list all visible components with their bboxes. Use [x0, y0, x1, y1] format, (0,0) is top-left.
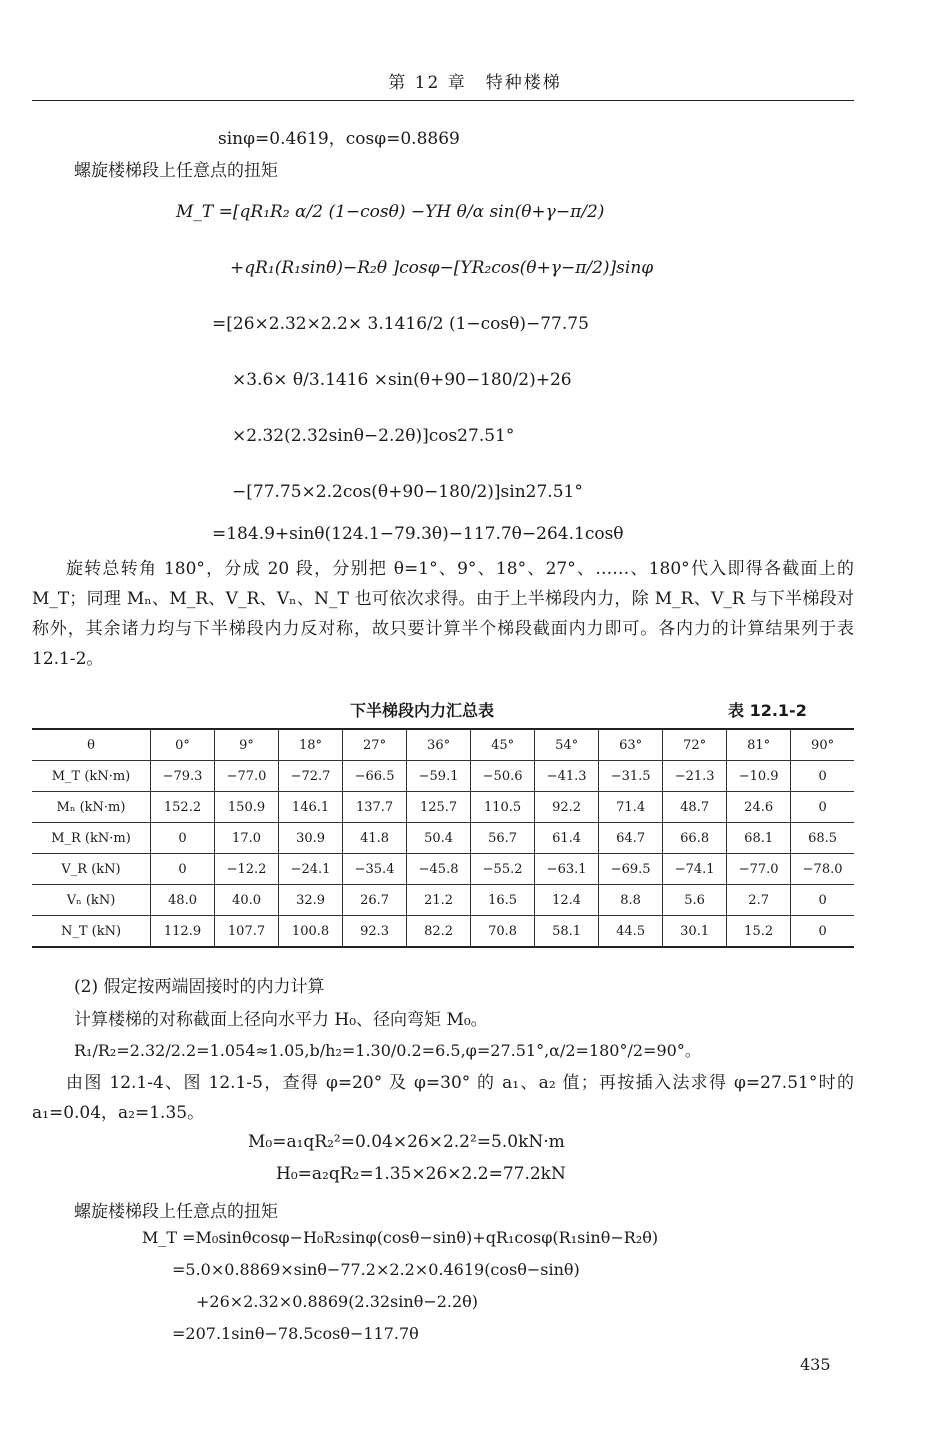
- table-cell: 32.9: [279, 885, 343, 916]
- formula-line: H₀=a₂qR₂=1.35×26×2.2=77.2kN: [276, 1164, 566, 1184]
- row-label: M_T (kN·m): [32, 761, 151, 792]
- table-cell: 26.7: [343, 885, 407, 916]
- formula-line: ×3.6× θ/3.1416 ×sin(θ+90−180/2)+26: [232, 370, 572, 390]
- header-cell: 0°: [151, 729, 215, 761]
- table-cell: 15.2: [727, 916, 791, 948]
- header-cell: 63°: [599, 729, 663, 761]
- table-cell: 58.1: [535, 916, 599, 948]
- header-cell: 54°: [535, 729, 599, 761]
- paragraph-text: 由图 12.1-4、图 12.1-5，查得 φ=20° 及 φ=30° 的 a₁、a₂ 值；再按插入法求得 φ=27.51°时的 a₁=0.04，a₂=1.35。: [32, 1073, 854, 1123]
- table-row: [32, 761, 854, 792]
- table-cell: 0: [791, 885, 854, 916]
- running-header: 第 12 章 特种楼梯: [388, 73, 562, 93]
- table-cell: 8.8: [599, 885, 663, 916]
- table-cell: −78.0: [791, 854, 854, 885]
- page-number: 435: [800, 1355, 831, 1374]
- table-cell: 41.8: [343, 823, 407, 854]
- row-label: Mₙ (kN·m): [32, 792, 151, 823]
- paragraph: [32, 1068, 854, 1128]
- formula-line: M_T =M₀sinθcosφ−H₀R₂sinφ(cosθ−sinθ)+qR₁cosφ(R₁sinθ−R₂θ): [142, 1228, 659, 1247]
- table-cell: −66.5: [343, 761, 407, 792]
- formula-caption: 螺旋楼梯段上任意点的扭矩: [74, 161, 278, 181]
- table-cell: 40.0: [215, 885, 279, 916]
- table-cell: 0: [791, 761, 854, 792]
- table-cell: 68.5: [791, 823, 854, 854]
- formula-line: −[77.75×2.2cos(θ+90−180/2)]sin27.51°: [232, 482, 583, 502]
- table-cell: 112.9: [151, 916, 215, 948]
- table-cell: 0: [151, 854, 215, 885]
- header-cell: 81°: [727, 729, 791, 761]
- table-cell: 50.4: [407, 823, 471, 854]
- table-cell: 92.2: [535, 792, 599, 823]
- table-cell: −41.3: [535, 761, 599, 792]
- table-cell: −45.8: [407, 854, 471, 885]
- header-rule: [32, 100, 854, 101]
- table-cell: −10.9: [727, 761, 791, 792]
- paragraph-text: 旋转总转角 180°，分成 20 段，分别把 θ=1°、9°、18°、27°、……、180°代入即得各截面上的 M_T；同理 Mₙ、M_R、V_R、Vₙ、N_T 也可依次求得。由于上半梯段内力，除 M_R、V_R 与下半梯段对称外，其余诸力均与下半梯段内力反对称，故只要计算半个梯段截面内力即可。各内力的计算结果列于表 12.1-2。: [32, 559, 854, 669]
- table-cell: 48.0: [151, 885, 215, 916]
- table-cell: −12.2: [215, 854, 279, 885]
- formula-line: =5.0×0.8869×sinθ−77.2×2.2×0.4619(cosθ−sinθ): [172, 1260, 580, 1279]
- table-cell: 30.9: [279, 823, 343, 854]
- table-cell: 137.7: [343, 792, 407, 823]
- table-cell: 82.2: [407, 916, 471, 948]
- section-heading: (2) 假定按两端固接时的内力计算: [74, 977, 325, 997]
- table-cell: −69.5: [599, 854, 663, 885]
- header-cell: 72°: [663, 729, 727, 761]
- header-cell: 45°: [471, 729, 535, 761]
- table-row: [32, 854, 854, 885]
- formula-line: =[26×2.32×2.2× 3.1416/2 (1−cosθ)−77.75: [212, 314, 589, 334]
- row-label: V_R (kN): [32, 854, 151, 885]
- table-cell: 0: [791, 916, 854, 948]
- table-cell: 66.8: [663, 823, 727, 854]
- table-cell: 30.1: [663, 916, 727, 948]
- table-row: [32, 885, 854, 916]
- table-cell: 68.1: [727, 823, 791, 854]
- table-cell: 0: [791, 792, 854, 823]
- table-cell: 100.8: [279, 916, 343, 948]
- table-row: [32, 823, 854, 854]
- formula-line: sinφ=0.4619，cosφ=0.8869: [218, 129, 460, 149]
- table-cell: 5.6: [663, 885, 727, 916]
- formula-line: +26×2.32×0.8869(2.32sinθ−2.2θ): [196, 1292, 479, 1311]
- table-cell: 125.7: [407, 792, 471, 823]
- internal-force-table: [32, 728, 854, 948]
- table-cell: 61.4: [535, 823, 599, 854]
- table-row: [32, 792, 854, 823]
- table-cell: −35.4: [343, 854, 407, 885]
- table-cell: −63.1: [535, 854, 599, 885]
- table-cell: 48.7: [663, 792, 727, 823]
- formula-line: +qR₁(R₁sinθ)−R₂θ ]cosφ−[YR₂cos(θ+γ−π/2)]sinφ: [230, 258, 654, 278]
- table-cell: −59.1: [407, 761, 471, 792]
- table-cell: −74.1: [663, 854, 727, 885]
- table-cell: 146.1: [279, 792, 343, 823]
- row-label: N_T (kN): [32, 916, 151, 948]
- body-line: R₁/R₂=2.32/2.2=1.054≈1.05,b/h₂=1.30/0.2=6.5,φ=27.51°,α/2=180°/2=90°。: [74, 1041, 701, 1060]
- table-cell: 64.7: [599, 823, 663, 854]
- formula-caption: 螺旋楼梯段上任意点的扭矩: [74, 1202, 278, 1222]
- table-cell: −79.3: [151, 761, 215, 792]
- header-cell: 36°: [407, 729, 471, 761]
- table-cell: 110.5: [471, 792, 535, 823]
- table-cell: 17.0: [215, 823, 279, 854]
- body-line: 计算楼梯的对称截面上径向水平力 H₀、径向弯矩 M₀。: [74, 1010, 488, 1030]
- paragraph: [32, 554, 854, 674]
- table-cell: 21.2: [407, 885, 471, 916]
- table-cell: −24.1: [279, 854, 343, 885]
- table-cell: 0: [151, 823, 215, 854]
- header-cell: 27°: [343, 729, 407, 761]
- table-cell: 44.5: [599, 916, 663, 948]
- table-cell: 150.9: [215, 792, 279, 823]
- table-cell: 2.7: [727, 885, 791, 916]
- table-title: 下半梯段内力汇总表: [350, 701, 495, 720]
- header-cell: 18°: [279, 729, 343, 761]
- table-cell: −31.5: [599, 761, 663, 792]
- header-cell: 90°: [791, 729, 854, 761]
- table-cell: 70.8: [471, 916, 535, 948]
- table-cell: 92.3: [343, 916, 407, 948]
- table-row: [32, 916, 854, 948]
- table-cell: −72.7: [279, 761, 343, 792]
- formula-line: =207.1sinθ−78.5cosθ−117.7θ: [172, 1324, 419, 1343]
- header-cell: θ: [32, 729, 151, 761]
- table-cell: 56.7: [471, 823, 535, 854]
- row-label: M_R (kN·m): [32, 823, 151, 854]
- formula-line: ×2.32(2.32sinθ−2.2θ)]cos27.51°: [232, 426, 515, 446]
- table-label: 表 12.1-2: [728, 701, 807, 720]
- table-cell: 152.2: [151, 792, 215, 823]
- formula-line: M₀=a₁qR₂²=0.04×26×2.2²=5.0kN·m: [248, 1132, 565, 1152]
- row-label: Vₙ (kN): [32, 885, 151, 916]
- table-cell: −77.0: [215, 761, 279, 792]
- table-cell: 107.7: [215, 916, 279, 948]
- formula-line: M_T =[qR₁R₂ α/2 (1−cosθ) −YH θ/α sin(θ+γ−π/2): [176, 202, 605, 222]
- table-cell: −55.2: [471, 854, 535, 885]
- table-cell: 16.5: [471, 885, 535, 916]
- formula-line: =184.9+sinθ(124.1−79.3θ)−117.7θ−264.1cosθ: [212, 524, 624, 544]
- table-cell: 12.4: [535, 885, 599, 916]
- header-cell: 9°: [215, 729, 279, 761]
- table-header-row: [32, 729, 854, 761]
- table-cell: −50.6: [471, 761, 535, 792]
- table-cell: −21.3: [663, 761, 727, 792]
- table-cell: 71.4: [599, 792, 663, 823]
- table-cell: −77.0: [727, 854, 791, 885]
- table-cell: 24.6: [727, 792, 791, 823]
